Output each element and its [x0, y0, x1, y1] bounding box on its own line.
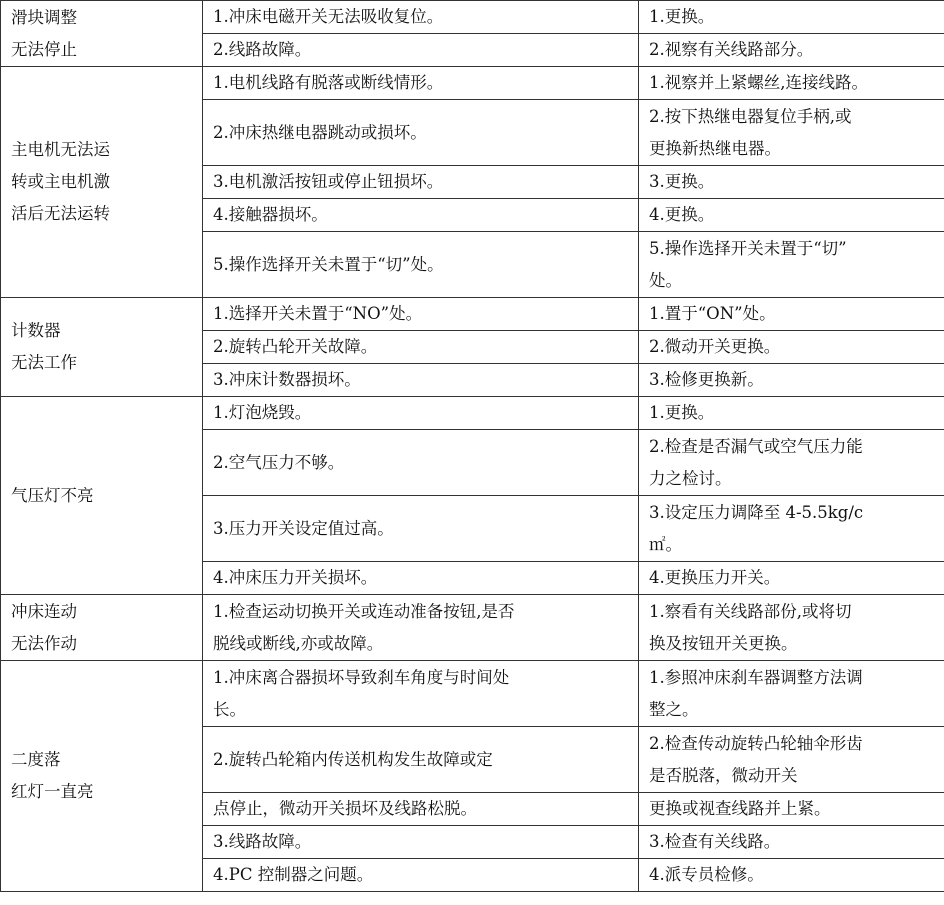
table-row [1, 1, 944, 34]
cell-line: 计数器 [11, 321, 61, 340]
fix-cell [639, 496, 944, 562]
cell-line: 处。 [649, 270, 682, 290]
cell-line: 2.空气压力不够。 [213, 452, 345, 472]
cell-line: 3.线路故障。 [213, 832, 312, 851]
cause-cell [203, 67, 639, 100]
fault-cell [1, 67, 203, 298]
cell-line: 4.冲床压力开关损坏。 [213, 568, 378, 587]
cell-line: 4.更换压力开关。 [649, 568, 781, 587]
cell-line: 2.冲床热继电器跳动或损坏。 [213, 122, 427, 142]
cell-line: 无法作动 [11, 633, 77, 653]
cell-line: 1.察看有关线路部份,或将切 [649, 601, 852, 621]
cell-line: 2.线路故障。 [213, 40, 312, 59]
cell-line: 无法停止 [11, 39, 77, 59]
cell-line: 更换或视查线路并上紧。 [649, 799, 831, 818]
cell-line: 3.电机激活按钮或停止钮损坏。 [213, 172, 444, 191]
table-row [1, 595, 944, 661]
cell-line: 1.更换。 [649, 7, 715, 26]
fix-cell [639, 331, 944, 364]
cell-line: 换及按钮开关更换。 [649, 633, 798, 653]
cell-line: 1.选择开关未置于“NO”处。 [213, 304, 423, 323]
cell-line: 脱线或断线,亦或故障。 [213, 633, 384, 653]
fault-cell [1, 661, 203, 892]
cell-line: 3.设定压力调降至 4-5.5kg/c [649, 502, 864, 522]
cell-line: 冲床连动 [11, 601, 77, 621]
cell-line: 气压灯不亮 [11, 485, 94, 505]
fix-cell [639, 232, 944, 298]
cell-line: 力之检讨。 [649, 468, 732, 488]
cell-line: 2.旋转凸轮箱内传送机构发生故障或定 [213, 749, 493, 769]
fault-cell [1, 397, 203, 595]
table-row [1, 661, 944, 727]
cell-line: 1.电机线路有脱落或断线情形。 [213, 73, 444, 92]
cause-cell [203, 496, 639, 562]
cell-line: 1.冲床电磁开关无法吸收复位。 [213, 7, 444, 26]
fix-cell [639, 34, 944, 67]
cell-line: 3.压力开关设定值过高。 [213, 518, 394, 538]
cell-line: 3.检修更换新。 [649, 370, 764, 389]
cell-line: 活后无法运转 [11, 204, 110, 223]
cause-cell [203, 100, 639, 166]
cell-line: 1.更换。 [649, 403, 715, 422]
fix-cell [639, 793, 944, 826]
cell-line: 4.PC 控制器之问题。 [213, 865, 374, 884]
cell-line: 1.冲床离合器损坏导致刹车角度与时间处 [213, 667, 510, 687]
cell-line: 1.检查运动切换开关或连动准备按钮,是否 [213, 601, 515, 621]
table-row [1, 298, 944, 331]
cell-line: 3.检查有关线路。 [649, 832, 781, 851]
fix-cell [639, 562, 944, 595]
fix-cell [639, 364, 944, 397]
fix-cell [639, 199, 944, 232]
cell-line: 4.接触器损坏。 [213, 205, 328, 224]
cause-cell [203, 826, 639, 859]
cell-line: ㎡。 [649, 534, 682, 554]
cell-line: 是否脱落，微动开关 [649, 765, 798, 785]
cell-line: 二度落 [11, 750, 61, 769]
cell-line: 转或主电机激 [11, 172, 110, 191]
fix-cell [639, 1, 944, 34]
table-body [1, 1, 944, 892]
cause-cell [203, 595, 639, 661]
cause-cell [203, 859, 639, 892]
cell-line: 2.检查传动旋转凸轮轴伞形齿 [649, 733, 863, 753]
cause-cell [203, 661, 639, 727]
cell-line: 2.微动开关更换。 [649, 337, 781, 356]
fault-cell [1, 298, 203, 397]
cause-cell [203, 562, 639, 595]
cell-line: 整之。 [649, 699, 699, 719]
cell-line: 红灯一直亮 [11, 782, 94, 801]
fix-cell [639, 727, 944, 793]
cause-cell [203, 793, 639, 826]
cell-line: 1.置于“ON”处。 [649, 304, 776, 323]
cell-line: 4.派专员检修。 [649, 865, 764, 884]
cause-cell [203, 364, 639, 397]
cell-line: 长。 [213, 699, 246, 719]
cause-cell [203, 1, 639, 34]
cell-line: 无法工作 [11, 353, 77, 372]
cell-line: 滑块调整 [11, 7, 77, 27]
cause-cell [203, 232, 639, 298]
cause-cell [203, 166, 639, 199]
fix-cell [639, 661, 944, 727]
cell-line: 5.操作选择开关未置于“切” [649, 238, 847, 258]
cell-line: 2.旋转凸轮开关故障。 [213, 337, 378, 356]
table-row [1, 397, 944, 430]
cell-line: 4.更换。 [649, 205, 715, 224]
fix-cell [639, 859, 944, 892]
cause-cell [203, 199, 639, 232]
cell-line: 1.灯泡烧毁。 [213, 403, 312, 422]
table-row [1, 67, 944, 100]
cause-cell [203, 397, 639, 430]
cause-cell [203, 727, 639, 793]
cell-line: 3.更换。 [649, 172, 715, 191]
fix-cell [639, 100, 944, 166]
cell-line: 2.按下热继电器复位手柄,或 [649, 106, 852, 126]
fix-cell [639, 826, 944, 859]
cell-line: 1.视察并上紧螺丝,连接线路。 [649, 73, 868, 92]
fix-cell [639, 166, 944, 199]
cell-line: 5.操作选择开关未置于“切”处。 [213, 254, 444, 274]
cell-line: 更换新热继电器。 [649, 138, 781, 158]
cause-cell [203, 331, 639, 364]
cause-cell [203, 298, 639, 331]
fault-cell [1, 1, 203, 67]
fix-cell [639, 595, 944, 661]
fault-cell [1, 595, 203, 661]
cell-line: 点停止，微动开关损坏及线路松脱。 [213, 799, 477, 818]
cell-line: 3.冲床计数器损坏。 [213, 370, 361, 389]
fix-cell [639, 397, 944, 430]
fix-cell [639, 67, 944, 100]
cause-cell [203, 430, 639, 496]
cell-line: 2.检查是否漏气或空气压力能 [649, 436, 863, 456]
fix-cell [639, 298, 944, 331]
cell-line: 1.参照冲床刹车器调整方法调 [649, 667, 863, 687]
cause-cell [203, 34, 639, 67]
cell-line: 主电机无法运 [11, 140, 110, 159]
fix-cell [639, 430, 944, 496]
cell-line: 2.视察有关线路部分。 [649, 40, 814, 59]
